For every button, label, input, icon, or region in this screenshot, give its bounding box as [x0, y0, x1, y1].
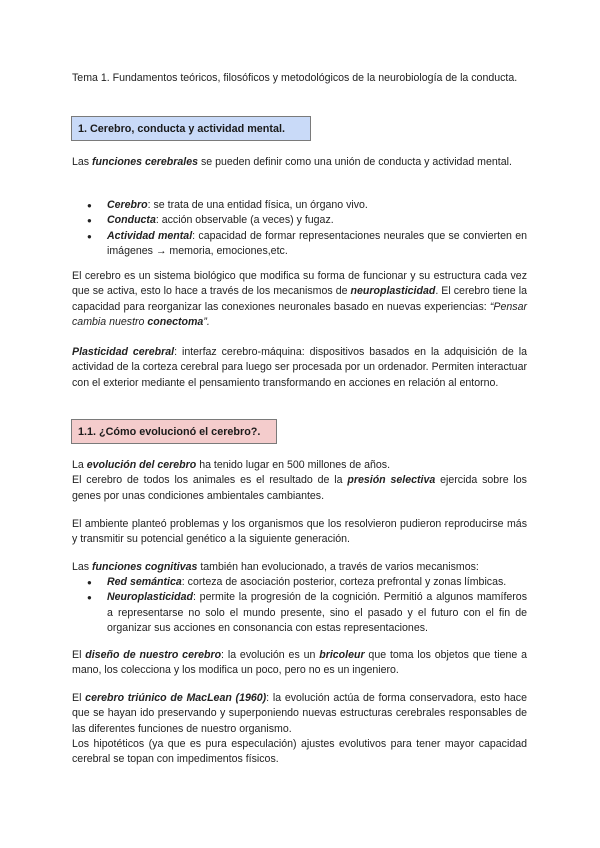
list-item: ● Conducta: acción observable (a veces) y fugaz. — [72, 213, 527, 228]
term-funciones-cerebrales: funciones cerebrales — [92, 156, 199, 168]
list-item: ● Actividad mental: capacidad de formar representaciones neurales que se convierten en imágenes → memoria, emociones,etc. — [72, 229, 527, 260]
intro-paragraph: Las funciones cerebrales se pueden definir como una unión de conducta y actividad mental. — [72, 156, 512, 168]
triune-brain-paragraph: El cerebro triúnico de MacLean (1960): la evolución actúa de forma conservadora, esto hace que se hayan ido preservando y superponiendo nuevas estructuras cerebrales responsables de las diferentes funciones de nuestro organismo. Los hipotéticos (ya que es pura especulación) ajustes evolutivos para tener mayor capacidad cerebral se topan con impedimentos físicos. — [72, 692, 527, 766]
list-item: ● Cerebro: se trata de una entidad física, un órgano vivo. — [72, 198, 527, 213]
list-item: ● Neuroplasticidad: permite la progresión de la cognición. Permitió a algunos mamíferos a representarse no solo el mundo presente, sino el pasado y el futuro con el fin de organizar sus acciones en consonancia con estas representaciones. — [72, 590, 527, 636]
document-title: Tema 1. Fundamentos teóricos, filosóficos y metodológicos de la neurobiología de la conducta. — [72, 72, 518, 84]
section-heading-2: 1.1. ¿Cómo evolucionó el cerebro?. — [71, 419, 277, 444]
brain-design-paragraph: El diseño de nuestro cerebro: la evolución es un bricoleur que toma los objetos que tiene a mano, los colecciona y los modifica un poco, pero no es un ingeniero. — [72, 649, 528, 677]
mechanisms-list — [72, 575, 527, 636]
list-item: ● Red semántica: corteza de asociación posterior, corteza prefrontal y zonas límbicas. — [72, 575, 527, 590]
neuroplasticity-paragraph: El cerebro es un sistema biológico que modifica su forma de funcionar y su estructura cada vez que se activa, esto lo hace a través de los mecanismos de neuroplasticidad. El cerebro tiene la capacidad para reorganizar las conexiones neuronales basado en nuevas experiencias: “Pensar cambia nuestro conectoma”. — [72, 270, 527, 328]
environment-paragraph: El ambiente planteó problemas y los organismos que los resolvieron pudieron reproducirse más y transmitir su potencial genético a la siguiente generación. — [72, 518, 527, 546]
definition-list — [72, 198, 527, 259]
section-heading-1: 1. Cerebro, conducta y actividad mental. — [71, 116, 311, 141]
evolution-paragraph: La evolución del cerebro ha tenido lugar en 500 millones de años. El cerebro de todos los animales es el resultado de la presión selectiva ejercida sobre los genes por unas condiciones ambientales cambiantes. — [72, 459, 527, 502]
brain-plasticity-paragraph: Plasticidad cerebral: interfaz cerebro-máquina: dispositivos basados en la adquisición de la actividad de la corteza cerebral para luego ser procesada por un ordenador. Permiten interactuar con el exterior mediante el pensamiento transformando en acciones en relación al entorno. — [72, 346, 527, 389]
cognitive-functions-paragraph: Las funciones cognitivas también han evolucionado, a través de varios mecanismos: — [72, 561, 479, 573]
